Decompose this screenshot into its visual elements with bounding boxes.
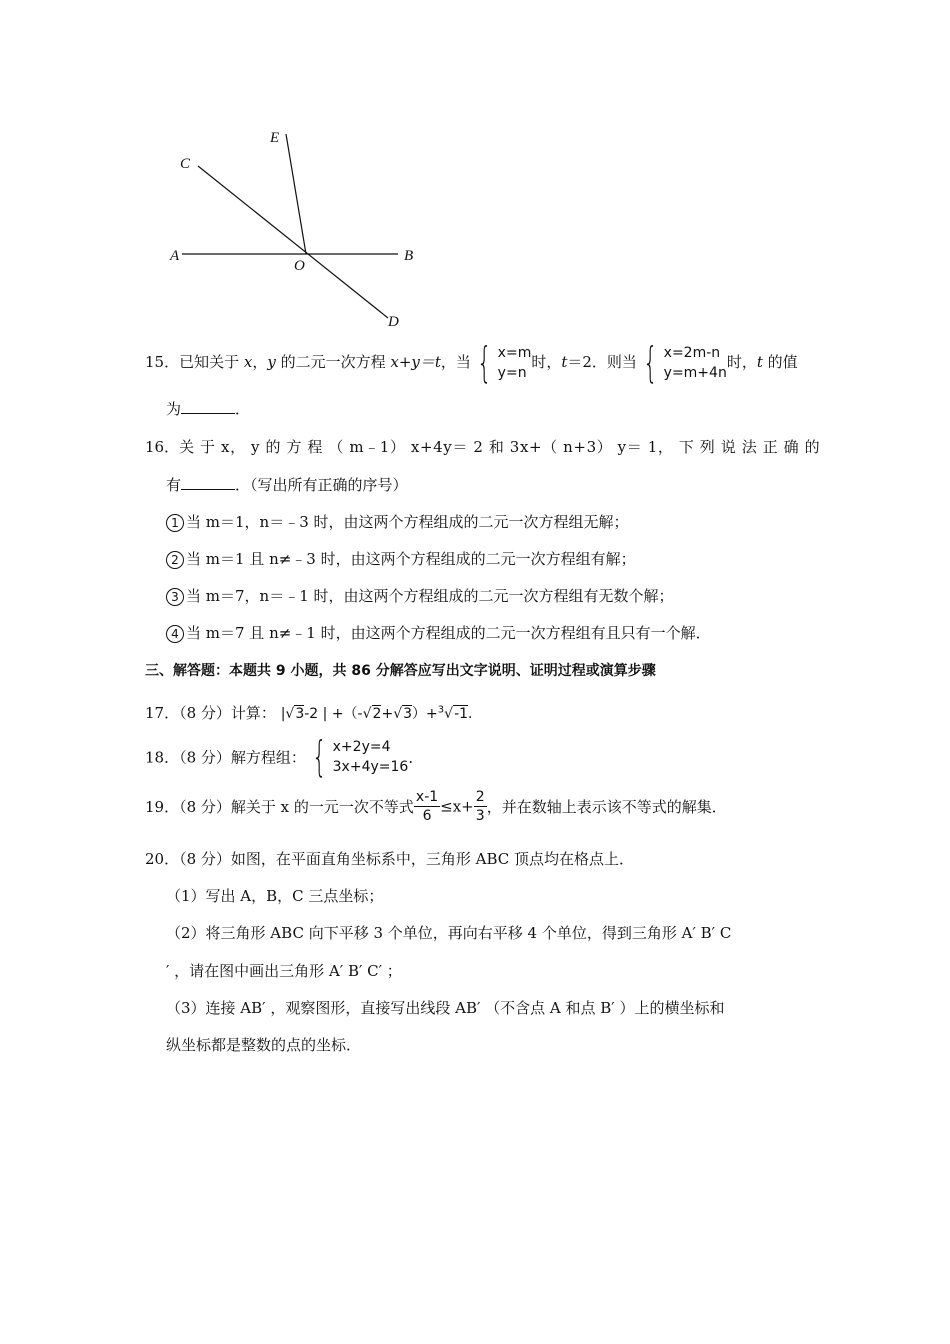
question-15-line2: 为 ．: [166, 400, 251, 418]
line-cd: [198, 166, 388, 318]
question-17: 17．（8 分）计算： |√3-2 | +（-√2+√3）+$^3$√-1.: [145, 704, 473, 722]
fraction: $\frac{x-1}{6}$: [415, 789, 439, 824]
answer-blank[interactable]: [181, 399, 235, 414]
label-b: B: [404, 248, 414, 264]
section-heading: 三、解答题：本题共 9 小题，共 86 分解答应写出文字说明、证明过程或演算步骤: [145, 663, 656, 679]
brace: {: [311, 732, 327, 781]
label-d: D: [388, 314, 399, 330]
option-3: 3 当 m＝7，n＝﹣1 时，由这两个方程组成的二元一次方程组有无数个解；: [166, 585, 674, 606]
answer-blank[interactable]: [181, 475, 235, 490]
option-1: 1 当 m＝1，n＝﹣3 时，由这两个方程组成的二元一次方程组无解；: [166, 511, 629, 532]
system: x+2y=4 3x+4y=16: [332, 739, 409, 775]
question-18: 18．（8 分）解方程组： { x+2y=4 3x+4y=16．: [145, 732, 424, 781]
ray-oe: [286, 134, 306, 254]
question-15: 15．已知关于 x，y 的二元一次方程 x+y＝t，当 { x=m y=n时，t＝2．则当 { x=2m-n y=m+4n时，t 的值: [145, 338, 798, 387]
expression: |√3-2 | +（-√2+√3）+$^3$√-1.: [280, 704, 473, 722]
fraction: $\frac{2}{3}$: [475, 789, 485, 824]
option-2: 2 当 m＝1 且 n≠﹣3 时，由这两个方程组成的二元一次方程组有解；: [166, 548, 636, 569]
question-20-part2: （2）将三角形 ABC 向下平移 3 个单位，再向右平移 4 个单位，得到三角形 A′ B′ C: [166, 924, 732, 942]
question-16-line2: 有 ．（写出所有正确的序号）: [166, 476, 408, 494]
angle-figure: [160, 122, 440, 332]
question-16: 16．关 于 x， y 的 方 程 （ m﹣1） x+4y＝ 2 和 3x+（ n+3） y＝ 1， 下 列 说 法 正 确 的: [145, 438, 821, 456]
option-4: 4 当 m＝7 且 n≠﹣1 时，由这两个方程组成的二元一次方程组有且只有一个解．: [166, 622, 711, 643]
label-e: E: [270, 130, 280, 146]
question-20-part2-cont: ′ ，请在图中画出三角形 A′ B′ C′ ；: [166, 962, 402, 980]
question-20-part3-cont: 纵坐标都是整数的点的坐标．: [166, 1036, 362, 1054]
label-a: A: [170, 248, 180, 264]
label-c: C: [180, 156, 191, 172]
brace: {: [642, 338, 658, 387]
question-20: 20．（8 分）如图，在平面直角坐标系中，三角形 ABC 顶点均在格点上．: [145, 850, 635, 868]
system-1: x=m y=n: [497, 345, 532, 381]
brace: {: [476, 338, 492, 387]
question-20-part3: （3）连接 AB′ ，观察图形，直接写出线段 AB′ （不含点 A 和点 B′ ）上的横坐标和: [166, 999, 725, 1017]
system-2: x=2m-n y=m+4n: [663, 345, 727, 381]
question-19: 19．（8 分）解关于 x 的一元一次不等式 $\frac{x-1}{6}$ ≤x+ $\frac{2}{3}$ ，并在数轴上表示该不等式的解集．: [145, 789, 727, 824]
label-o: O: [294, 258, 305, 274]
question-20-part1: （1）写出 A，B，C 三点坐标；: [166, 887, 384, 905]
